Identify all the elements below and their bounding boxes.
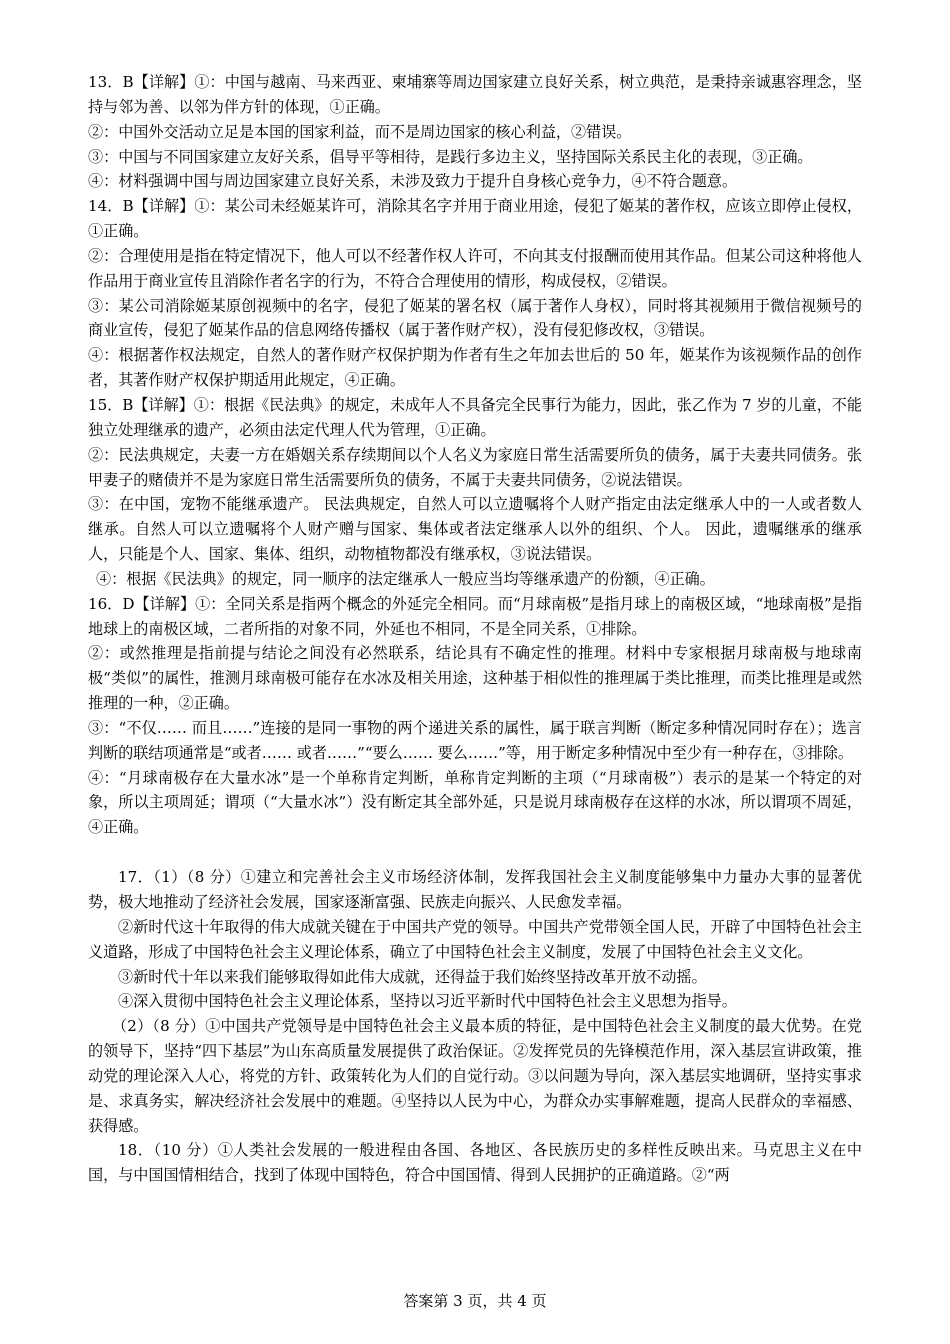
q14-intro: 14．B【详解】①：某公司未经姬某许可，消除其名字并用于商业用途，侵犯了姬某的著作权，应该立即停止侵权，①正确。 <box>88 197 862 241</box>
page-footer: 答案第 3 页，共 4 页 <box>403 1292 547 1310</box>
q17-part1-point3: ③新时代十年以来我们能够取得如此伟大成就，还得益于我们始终坚持改革开放不动摇。 <box>118 967 707 986</box>
q16-item-3: ③：“不仅…… 而且……”连接的是同一事物的两个递进关系的属性，属于联言判断（断定多种情况同时存在）；选言判断的联结项通常是“或者…… 或者……”“要么…… 要么……”等，用于断定多种情况中至少有一种存在，③排除。 <box>88 718 862 762</box>
q14-item-4: ④：根据著作权法规定，自然人的著作财产权保护期为作者有生之年加去世后的 50 年，姬某作为该视频作品的创作者，其著作财产权保护期适用此规定，④正确。 <box>88 346 862 390</box>
q17-part1-point1: 17．（1）（8 分）①建立和完善社会主义市场经济体制，发挥我国社会主义制度能够集中力量办大事的显著优势，极大地推动了经济社会发展，国家逐渐富强、民族走向振兴、人民愈发幸福。 <box>88 868 862 911</box>
q13-item-2: ②：中国外交活动立足是本国的国家利益，而不是周边国家的核心利益，②错误。 <box>88 122 632 141</box>
q14-item-2: ②：合理使用是指在特定情况下，他人可以不经著作权人许可，不向其支付报酬而使用其作品。但某公司这种将他人作品用于商业宣传且消除作者名字的行为，不符合合理使用的情形，构成侵权，②错误。 <box>88 246 862 290</box>
section-spacer <box>88 840 862 865</box>
q16-item-2: ②：或然推理是指前提与结论之间没有必然联系，结论具有不确定性的推理。材料中专家根据月球南极与地球南极“类似”的属性，推测月球南极可能存在水冰及相关用途，这种基于相似性的推理属于类比推理，而类比推理是或然推理的一种，②正确。 <box>88 644 862 713</box>
q16-intro: 16．D【详解】①：全同关系是指两个概念的外延完全相同。而“月球南极”是指月球上的南极区域，“地球南极”是指地球上的南极区域，二者所指的对象不同，外延也不相同，不是全同关系，①排除。 <box>88 594 862 638</box>
q16-item-4: ④：“月球南极存在大量水冰”是一个单称肯定判断，单称肯定判断的主项（“月球南极”）表示的是某一个特定的对象，所以主项周延；谓项（“大量水冰”）没有断定其全部外延，只是说月球南极存在这样的水冰，所以谓项不周延，④正确。 <box>88 768 862 837</box>
q17-part1-point2: ②新时代这十年取得的伟大成就关键在于中国共产党的领导。中国共产党带领全国人民，开辟了中国特色社会主义道路，形成了中国特色社会主义理论体系，确立了中国特色社会主义制度，发展了中国特色社会主义文化。 <box>88 917 862 961</box>
q18-intro: 18．（10 分）①人类社会发展的一般进程由各国、各地区、各民族历史的多样性反映出来。马克思主义在中国，与中国国情相结合，找到了体现中国特色，符合中国国情、得到人民拥护的正确道路。②“两 <box>88 1141 862 1185</box>
q15-intro: 15．B【详解】①：根据《民法典》的规定，未成年人不具备完全民事行为能力，因此，张乙作为 7 岁的儿童，不能独立处理继承的遗产，必须由法定代理人代为管理，①正确。 <box>88 395 862 439</box>
q17-part2: （2）（8 分）①中国共产党领导是中国特色社会主义最本质的特征，是中国特色社会主义制度的最大优势。在党的领导下，坚持“四下基层”为山东高质量发展提供了政治保证。②发挥党员的先锋模范作用，深入基层宣讲政策，推动党的理论深入人心，将党的方针、政策转化为人们的自觉行动。③以问题为导向，深入基层实地调研，坚持实事求是、求真务实，解决经济社会发展中的难题。④坚持以人民为中心，为群众办实事解难题，提高人民群众的幸福感、获得感。 <box>88 1017 862 1135</box>
q13-item-3: ③：中国与不同国家建立友好关系，倡导平等相待，是践行多边主义，坚持国际关系民主化的表现，③正确。 <box>88 147 813 166</box>
q13-intro: 13．B【详解】①：中国与越南、马来西亚、柬埔寨等周边国家建立良好关系，树立典范，是秉持亲诚惠容理念，坚持与邻为善、以邻为伴方针的体现，①正确。 <box>88 73 862 116</box>
q15-item-2: ②：民法典规定，夫妻一方在婚姻关系存续期间以个人名义为家庭日常生活需要所负的债务，属于夫妻共同债务。张甲妻子的赌债并不是为家庭日常生活需要所负的债务，不属于夫妻共同债务，②说法错误。 <box>88 445 862 489</box>
answer-document <box>88 70 862 1188</box>
q14-item-3: ③：某公司消除姬某原创视频中的名字，侵犯了姬某的署名权（属于著作人身权），同时将其视频用于微信视频号的商业宣传，侵犯了姬某作品的信息网络传播权（属于著作财产权），没有侵犯修改权，③错误。 <box>88 296 862 340</box>
q13-item-4: ④：材料强调中国与周边国家建立良好关系，未涉及致力于提升自身核心竞争力，④不符合题意。 <box>88 172 738 191</box>
q15-item-4: ④：根据《民法典》的规定，同一顺序的法定继承人一般应当均等继承遗产的份额，④正确。 <box>96 569 715 588</box>
q15-item-3: ③：在中国，宠物不能继承遗产。 民法典规定，自然人可以立遗嘱将个人财产指定由法定继承人中的一人或者数人继承。自然人可以立遗嘱将个人财产赠与国家、集体或者法定继承人以外的组织、个人。 因此，遗嘱继承的继承人，只能是个人、国家、集体、组织，动物植物都没有继承权，③说法错误。 <box>88 495 862 564</box>
q17-part1-point4: ④深入贯彻中国特色社会主义理论体系，坚持以习近平新时代中国特色社会主义思想为指导。 <box>118 992 737 1011</box>
